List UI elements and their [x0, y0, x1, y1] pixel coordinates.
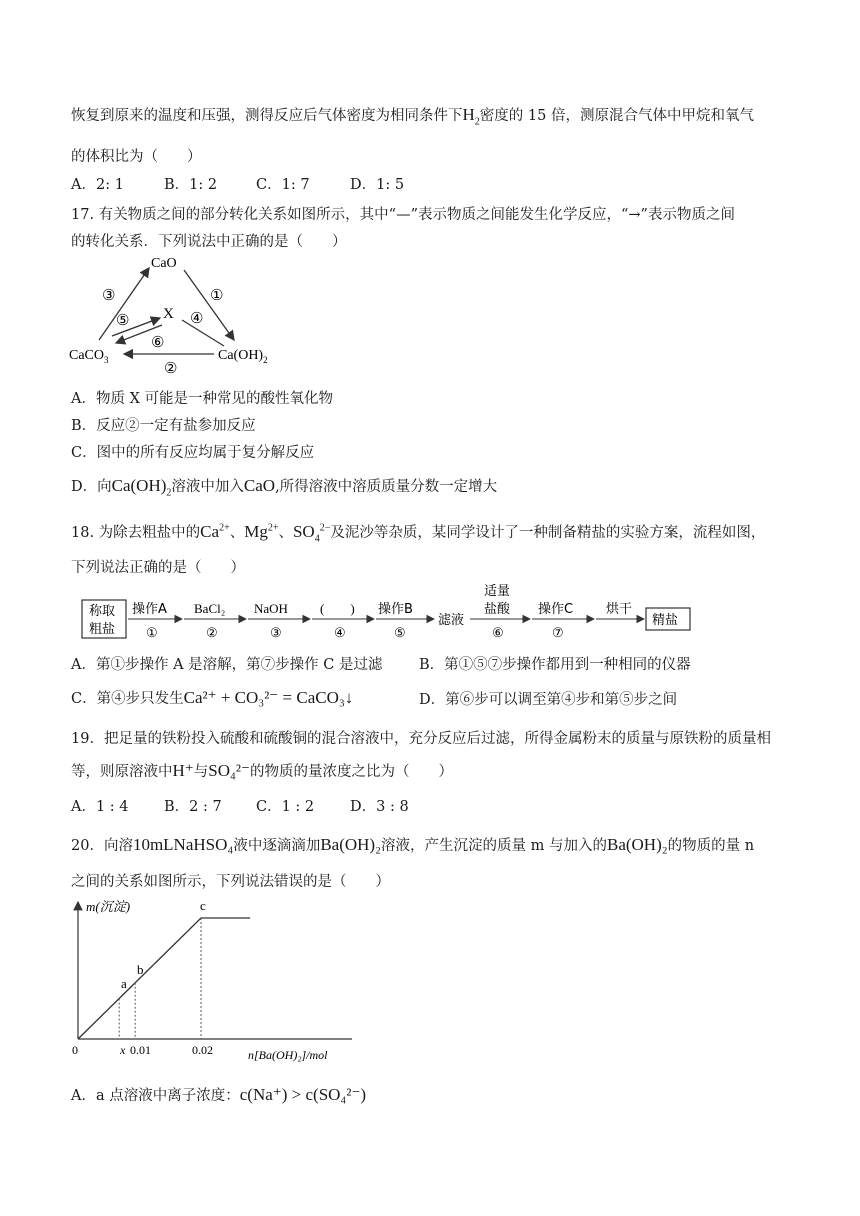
flow-step-4-label: ( )	[320, 601, 355, 616]
node-cao: CaO	[151, 256, 177, 271]
label-5: ⑤	[116, 313, 130, 329]
node-caoh2: $Ca(OH)_2$	[218, 348, 268, 365]
q19-line-2: 等，则原溶液中H⁺与SO₄²⁻的物质的量浓度之比为（ ）	[71, 761, 453, 780]
q19-option-b: B．2 : 7	[164, 799, 222, 815]
q20-precipitate-chart	[62, 896, 362, 1066]
q16-line-2: 的体积比为（ ）	[71, 149, 202, 165]
arrow-3	[99, 268, 149, 340]
flow-start-line2: 粗盐	[89, 622, 116, 637]
q18-option-b: B．第①⑤⑦步操作都用到一种相同的仪器	[419, 657, 691, 673]
flow-step-2-num: ②	[206, 625, 218, 640]
q17-option-c: C．图中的所有反应均属于复分解反应	[71, 445, 315, 461]
arrow-1	[184, 270, 234, 340]
label-2: ②	[164, 361, 178, 377]
flow-step-1-num: ①	[146, 625, 158, 640]
flow-step-7-num: ⑦	[552, 625, 564, 640]
q20-line-1: 20．向溶10mLNaHSO₄液中逐滴滴加Ba(OH)₂溶液，产生沉淀的质量 m 与加入的Ba(OH)₂的物质的量 n	[71, 835, 755, 854]
q20-line-2: 之间的关系如图所示，下列说法错误的是（ ）	[71, 874, 390, 890]
label-1: ①	[210, 288, 224, 304]
q16-option-c: C．1: 7	[256, 177, 310, 193]
q16-text-b: 密度的 15 倍，测原混合气体中甲烷和氧气	[479, 108, 754, 124]
q18-line-1: 18. 为除去粗盐中的$Ca^{2+}$、$Mg^{2+}$、$SO_4^{2-}$及泥沙等杂质，某同学设计了一种制备精盐的实验方案，流程如图，	[71, 522, 766, 545]
q18-option-d: D．第⑥步可以调至第④步和第⑤步之间	[419, 692, 678, 708]
q17-option-b: B．反应②一定有盐参加反应	[71, 418, 256, 434]
flow-start-line1: 称取	[89, 604, 116, 619]
flow-step-7-label: 操作C	[538, 602, 574, 617]
q16-text-a: 恢复到原来的温度和压强，测得反应后气体密度为相同条件下	[71, 108, 463, 124]
q17-option-a: A．物质 X 可能是一种常见的酸性氧化物	[71, 391, 334, 407]
q19-line-1: 19．把足量的铁粉投入硫酸和硫酸铜的混合溶液中，充分反应后过滤，所得金属粉末的质量与原铁粉的质量相	[71, 731, 771, 747]
flow-filtrate: 滤液	[438, 613, 465, 628]
point-label-c: c	[200, 898, 206, 913]
q18-line-2: 下列说法正确的是（ ）	[71, 560, 245, 576]
q17-option-d: D．向$Ca(OH)_2$溶液中加入CaO,所得溶液中溶质质量分数一定增大	[71, 476, 498, 499]
flow-step-2-label: BaCl₂	[194, 601, 226, 616]
label-3: ③	[102, 288, 116, 304]
x-tick-001: 0.01	[130, 1043, 151, 1057]
x-axis-label: n[Ba(OH)₂]/mol	[248, 1048, 328, 1062]
flow-step-6-num: ⑥	[492, 625, 504, 640]
q16-option-a: A．2: 1	[71, 177, 124, 193]
point-label-a: a	[121, 976, 127, 991]
q19-option-c: C．1 : 2	[256, 799, 315, 815]
flow-end: 精盐	[652, 613, 679, 628]
q16-h2: $H_2$	[462, 105, 480, 128]
label-6: ⑥	[151, 335, 165, 351]
flow-step-8-label: 烘干	[606, 602, 633, 617]
q17-line-1: 17. 有关物质之间的部分转化关系如图所示，其中“—”表示物质之间能发生化学反应，“→”表示物质之间	[71, 207, 735, 223]
q17-line-2: 的转化关系．下列说法中正确的是（ ）	[71, 234, 347, 250]
precipitate-line	[78, 918, 250, 1039]
flow-step-5-num: ⑤	[394, 625, 406, 640]
q18-option-a: A．第①步操作 A 是溶解，第⑦步操作 C 是过滤	[71, 657, 383, 673]
q19-option-d: D．3 : 8	[350, 799, 409, 815]
q16-line-1	[71, 104, 754, 127]
q17-reaction-diagram	[64, 248, 294, 380]
point-label-b: b	[137, 962, 144, 977]
node-caco3: CaCO$_3$	[69, 348, 109, 365]
flow-step-5-label: 操作B	[378, 602, 413, 617]
y-axis-label: m(沉淀)	[86, 899, 131, 914]
q20-option-a: A．a 点溶液中离子浓度：c(Na⁺) > c(SO₄²⁻)	[71, 1085, 367, 1104]
flow-step-1-label: 操作A	[132, 602, 167, 617]
q19-option-a: A．1 : 4	[71, 799, 129, 815]
node-x: X	[163, 306, 174, 322]
flow-step-6-label-2: 盐酸	[484, 602, 511, 617]
q18-option-c: C．第④步只发生Ca²⁺ + CO₃²⁻ = CaCO₃↓	[71, 688, 354, 707]
x-tick-0: 0	[72, 1043, 78, 1057]
flow-step-3-label: NaOH	[254, 601, 288, 616]
q16-option-d: D．1: 5	[350, 177, 405, 193]
flow-step-3-num: ③	[270, 625, 282, 640]
q18-flow-chart	[74, 580, 724, 642]
label-4: ④	[190, 311, 204, 327]
x-tick-002: 0.02	[192, 1043, 213, 1057]
q16-option-b: B．1: 2	[164, 177, 218, 193]
flow-step-4-num: ④	[334, 625, 346, 640]
x-tick-x: x	[120, 1043, 126, 1057]
flow-step-6-label-1: 适量	[484, 584, 511, 599]
